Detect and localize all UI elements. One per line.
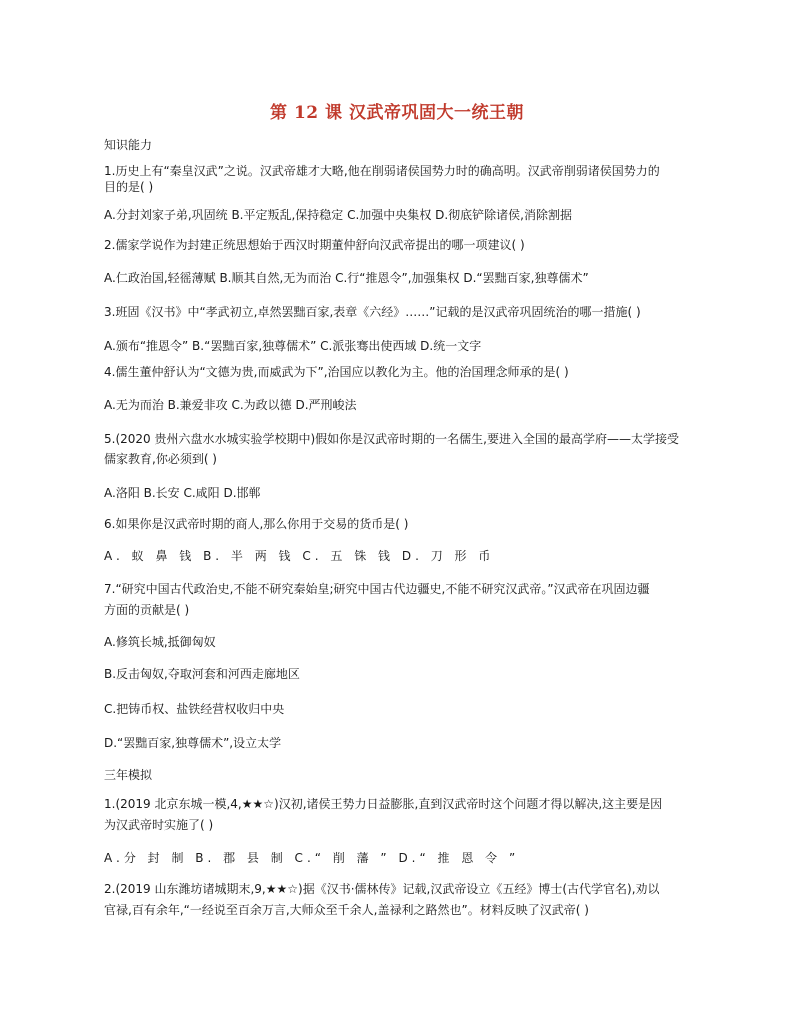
question-1-stem: 1.历史上有“秦皇汉武”之说。汉武帝雄才大略,他在削弱诸侯国势力时的确高明。汉武帝削弱诸侯国势力的 (104, 164, 660, 178)
question-1-options: A.分封刘家子弟,巩固统 B.平定叛乱,保持稳定 C.加强中央集权 D.彻底铲除诸侯,消除割据 (104, 208, 572, 222)
question-7-option-c: C.把铸币权、盐铁经营权收归中央 (104, 702, 285, 716)
question-6-stem: 6.如果你是汉武帝时期的商人,那么你用于交易的货币是( ) (104, 517, 409, 531)
question-5-stem-cont: 儒家教育,你必须到( ) (104, 452, 217, 466)
question-2-options: A.仁政治国,轻徭薄赋 B.顺其自然,无为而治 C.行“推恩令”,加强集权 D.“罢黜百家,独尊儒术” (104, 271, 589, 285)
question-7-option-a: A.修筑长城,抵御匈奴 (104, 635, 216, 649)
question-2-stem: 2.儒家学说作为封建正统思想始于西汉时期董仲舒向汉武帝提出的哪一项建议( ) (104, 238, 525, 252)
question-7-option-d: D.“罢黜百家,独尊儒术”,设立太学 (104, 736, 282, 750)
lesson-title: 第 12 课 汉武帝巩固大一统王朝 (270, 103, 524, 123)
question-7-stem-cont: 方面的贡献是( ) (104, 603, 190, 617)
mock-question-2-stem: 2.(2019 山东潍坊诸城期末,9,★★☆)据《汉书·儒林传》记载,汉武帝设立《五经》博士(古代学官名),劝以 (104, 882, 660, 896)
question-3-options: A.颁布“推恩令” B.“罢黜百家,独尊儒术” C.派张骞出使西域 D.统一文字 (104, 339, 482, 353)
question-4-options: A.无为而治 B.兼爱非攻 C.为政以德 D.严刑峻法 (104, 398, 357, 412)
mock-question-1-options: A.分 封 制 B. 郡 县 制 C.“ 削 藩 ” D.“ 推 恩 令 ” (104, 851, 520, 865)
question-7-option-b: B.反击匈奴,夺取河套和河西走廊地区 (104, 667, 300, 681)
section-heading-knowledge: 知识能力 (104, 138, 153, 152)
mock-question-1-stem-cont: 为汉武帝时实施了( ) (104, 818, 214, 832)
mock-question-2-stem-cont: 官禄,百有余年,“一经说至百余万言,大师众至千余人,盖禄利之路然也”。材料反映了汉武帝( ) (104, 903, 589, 917)
mock-question-1-stem: 1.(2019 北京东城一模,4,★★☆)汉初,诸侯王势力日益膨胀,直到汉武帝时这个问题才得以解决,这主要是因 (104, 797, 663, 811)
question-7-stem: 7.“研究中国古代政治史,不能不研究秦始皇;研究中国古代边疆史,不能不研究汉武帝。”汉武帝在巩固边疆 (104, 582, 650, 596)
question-3-stem: 3.班固《汉书》中“孝武初立,卓然罢黜百家,表章《六经》……”记载的是汉武帝巩固统治的哪一措施( ) (104, 305, 641, 319)
question-6-options: A. 蚁 鼻 钱 B. 半 两 钱 C. 五 铢 钱 D. 刀 形 币 (104, 549, 495, 563)
question-5-options: A.洛阳 B.长安 C.咸阳 D.邯郸 (104, 486, 261, 500)
question-1-stem-cont: 目的是( ) (104, 180, 154, 194)
section-heading-three-year: 三年模拟 (104, 768, 153, 782)
question-5-stem: 5.(2020 贵州六盘水水城实验学校期中)假如你是汉武帝时期的一名儒生,要进入全国的最高学府——太学接受 (104, 432, 679, 446)
question-4-stem: 4.儒生董仲舒认为“文德为贵,而威武为下”,治国应以教化为主。他的治国理念师承的是( ) (104, 365, 569, 379)
